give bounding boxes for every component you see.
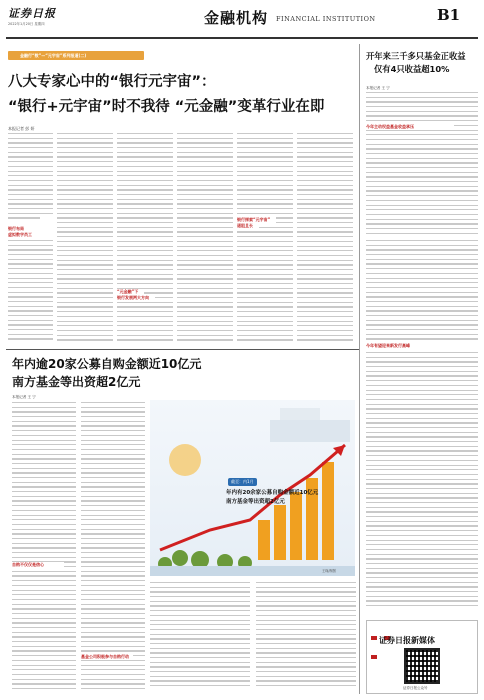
kicker-text: 金融行“数”—“元宇宙”系列报道(二) (20, 52, 87, 58)
section-title: 金融机构 (204, 9, 269, 27)
right-column-2 (366, 240, 478, 345)
graphic-line-1: 年内有20余家公募自购金额近10亿元 (226, 490, 319, 496)
main-sub-3: 银行探索“元宇宙” (237, 217, 276, 223)
column-divider (359, 44, 360, 694)
ad-title: 证券日报新媒体 (379, 636, 435, 645)
ad-mini-icons (371, 625, 401, 630)
masthead-logo: 证券日报 (8, 7, 56, 20)
main-sub-1: 银行布局 (8, 226, 24, 231)
lower-headline-2: 南方基金等出资超2亿元 (12, 375, 141, 389)
lower-column-2 (81, 402, 145, 694)
right-headline-1: 开年来三千多只基金正收益 (366, 51, 466, 61)
masthead-date: 2022年1月20日 星期四 (8, 22, 45, 26)
masthead (0, 0, 484, 40)
lower-column-4 (256, 582, 356, 694)
lower-column-3 (150, 582, 250, 694)
ad-caption: 证券日报公众号 (403, 686, 428, 690)
main-column-4 (177, 133, 233, 345)
section-title-en: FINANCIAL INSTITUTION (276, 15, 376, 23)
main-sub-1b: 虚拟数字员工 (8, 232, 32, 237)
right-column-1 (366, 92, 478, 240)
main-byline: 本报记者 彭 妍 (8, 126, 35, 131)
lower-headline-1: 年内逾20家公募自购金额近10亿元 (12, 357, 202, 371)
right-byline: 本报记者 王 宁 (366, 86, 390, 90)
main-column-5 (237, 133, 293, 345)
qr-code-icon[interactable] (404, 648, 440, 684)
lower-sub-2: 基金公司积极参与自购行动 (81, 654, 133, 660)
right-column-3 (366, 352, 478, 614)
main-sub-3b: 道阻且长 (237, 223, 259, 229)
masthead-rule (6, 37, 478, 39)
main-sub-2b: 银行发展两大方向 (117, 295, 155, 301)
page-number: B1 (437, 6, 461, 24)
lower-article-rule (6, 349, 359, 350)
main-sub-2: “元金融”下 (117, 289, 144, 295)
lower-sub-1: 自购不仅仅是信心 (12, 562, 64, 568)
graphic-caption: 王琛/制图 (322, 569, 336, 573)
kicker-bar (8, 51, 144, 60)
main-column-6 (297, 133, 353, 345)
main-column-1b (8, 240, 53, 345)
lower-byline: 本报记者 王 宁 (12, 395, 36, 399)
right-sub-2: 今年有望迎来新发行高峰 (366, 343, 450, 349)
lower-column-1 (12, 402, 76, 694)
right-headline-2: 仅有4只收益超10% (374, 64, 450, 74)
graphic-badge: 截至：内1月 (228, 478, 257, 486)
graphic-line-2: 南方基金等出资超2亿元 (226, 499, 285, 505)
main-column-3 (117, 133, 173, 345)
headline-line-2: “银行+元宇宙”时不我待 “元金融”变革行业在即 (8, 99, 325, 115)
fund-graphic (150, 400, 355, 576)
right-sub-1: 今年主动权益基金收益承压 (366, 124, 454, 130)
main-column-2 (57, 133, 113, 345)
headline-line-1: 八大专家心中的“银行元宇宙”： (8, 74, 216, 90)
ad-box (366, 620, 478, 694)
